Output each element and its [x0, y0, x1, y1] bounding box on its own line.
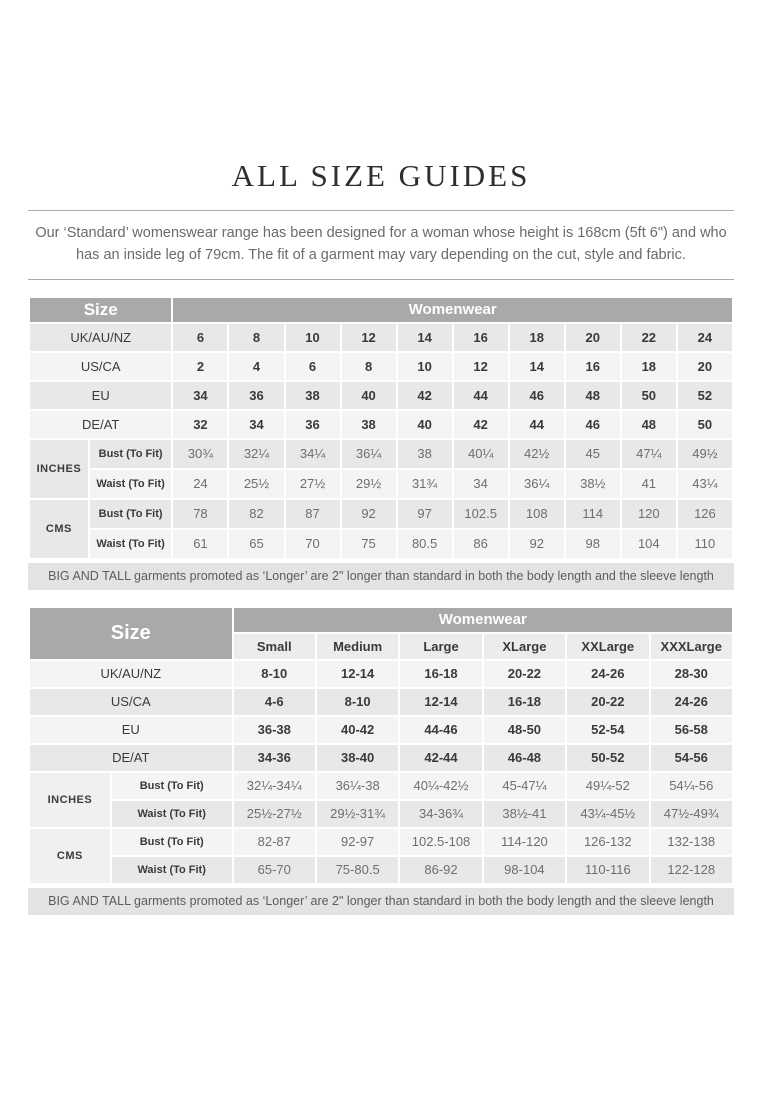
- intro-text: Our ‘Standard’ womenswear range has been designed for a woman whose height is 168cm (5ft 6") and who has an inside leg of 79cm. The fit of a garment may vary depending on the cut, style and fabric.: [35, 225, 727, 264]
- size-header: Size: [30, 608, 232, 659]
- measure-cell: 43¼: [678, 470, 732, 498]
- measure-cell: 108: [510, 500, 564, 528]
- size-cell: 28-30: [651, 661, 733, 687]
- size-cell: 40: [342, 382, 396, 409]
- size-cell: 50: [678, 411, 732, 438]
- size-cell: 6: [173, 324, 227, 351]
- measure-cell: 24: [173, 470, 227, 498]
- measure-label: Waist (To Fit): [112, 801, 232, 827]
- measure-cell: 45-47¼: [484, 773, 565, 799]
- measure-cell: 40¼: [454, 440, 508, 468]
- measure-cell: 41: [622, 470, 676, 498]
- size-cell: 46-48: [484, 745, 565, 771]
- measure-cell: 82: [229, 500, 283, 528]
- measure-cell: 49¼-52: [567, 773, 648, 799]
- size-cell: 42: [454, 411, 508, 438]
- table-row-eu: [30, 382, 732, 409]
- size-cell: 42-44: [400, 745, 481, 771]
- measure-cell: 110: [678, 530, 732, 558]
- measure-cell: 40¼-42½: [400, 773, 481, 799]
- size-cell: 2: [173, 353, 227, 380]
- fit-header-large: Large: [400, 634, 481, 659]
- unit-label-cms: CMS: [30, 829, 110, 883]
- size-cell: 16: [454, 324, 508, 351]
- divider-bottom: [28, 279, 734, 280]
- measure-cell: 97: [398, 500, 452, 528]
- table-row-usca: [30, 353, 732, 380]
- measure-cell: 32¼: [229, 440, 283, 468]
- measure-cell: 98: [566, 530, 620, 558]
- size-cell: 38-40: [317, 745, 398, 771]
- size-cell: 36: [286, 411, 340, 438]
- measure-cell: 49½: [678, 440, 732, 468]
- table-row-waist-cms: [30, 857, 732, 883]
- measure-cell: 27½: [286, 470, 340, 498]
- size-cell: 36: [229, 382, 283, 409]
- size-cell: 22: [622, 324, 676, 351]
- measure-cell: 65-70: [234, 857, 315, 883]
- table-row-usca: [30, 689, 732, 715]
- measure-cell: 98-104: [484, 857, 565, 883]
- measure-cell: 25½: [229, 470, 283, 498]
- size-cell: 8: [342, 353, 396, 380]
- size-cell: 56-58: [651, 717, 733, 743]
- size-header: Size: [30, 298, 171, 322]
- measure-cell: 31¾: [398, 470, 452, 498]
- size-cell: 50-52: [567, 745, 648, 771]
- measure-cell: 75-80.5: [317, 857, 398, 883]
- measure-cell: 29½: [342, 470, 396, 498]
- measure-cell: 82-87: [234, 829, 315, 855]
- row-label: EU: [30, 717, 232, 743]
- measure-cell: 70: [286, 530, 340, 558]
- table-row-waist-inches: [30, 470, 732, 498]
- measure-cell: 29½-31¾: [317, 801, 398, 827]
- size-cell: 12-14: [400, 689, 481, 715]
- table-row-deat: [30, 411, 732, 438]
- measure-cell: 38½: [566, 470, 620, 498]
- row-label: US/CA: [30, 689, 232, 715]
- measure-cell: 114-120: [484, 829, 565, 855]
- size-cell: 8-10: [317, 689, 398, 715]
- measure-cell: 61: [173, 530, 227, 558]
- size-cell: 16-18: [400, 661, 481, 687]
- fit-header-xxxlarge: XXXLarge: [651, 634, 733, 659]
- big-tall-note: BIG AND TALL garments promoted as ‘Longer’ are 2" longer than standard in both the body length and the sleeve length: [28, 888, 734, 915]
- fit-header-medium: Medium: [317, 634, 398, 659]
- size-cell: 20-22: [567, 689, 648, 715]
- size-cell: 40: [398, 411, 452, 438]
- size-cell: 34: [229, 411, 283, 438]
- size-cell: 52: [678, 382, 732, 409]
- size-cell: 38: [286, 382, 340, 409]
- size-cell: 34: [173, 382, 227, 409]
- size-cell: 8: [229, 324, 283, 351]
- measure-label: Bust (To Fit): [90, 440, 172, 468]
- measure-label: Bust (To Fit): [112, 773, 232, 799]
- size-cell: 52-54: [567, 717, 648, 743]
- size-cell: 42: [398, 382, 452, 409]
- measure-cell: 104: [622, 530, 676, 558]
- size-cell: 44: [454, 382, 508, 409]
- table-row-ukaunz: [30, 324, 732, 351]
- measure-cell: 38: [398, 440, 452, 468]
- measure-cell: 86: [454, 530, 508, 558]
- measure-cell: 75: [342, 530, 396, 558]
- measure-label: Waist (To Fit): [90, 530, 172, 558]
- measure-cell: 47½-49¾: [651, 801, 733, 827]
- measure-cell: 122-128: [651, 857, 733, 883]
- size-cell: 20: [566, 324, 620, 351]
- unit-label-inches: INCHES: [30, 773, 110, 827]
- size-cell: 24-26: [567, 661, 648, 687]
- table-row-eu: [30, 717, 732, 743]
- row-label: UK/AU/NZ: [30, 661, 232, 687]
- size-cell: 48: [566, 382, 620, 409]
- unit-label-cms: CMS: [30, 500, 88, 558]
- measure-cell: 34¼: [286, 440, 340, 468]
- table-row-ukaunz: [30, 661, 732, 687]
- womenwear-header: Womenwear: [234, 608, 732, 632]
- measure-cell: 30¾: [173, 440, 227, 468]
- size-cell: 16: [566, 353, 620, 380]
- size-cell: 4: [229, 353, 283, 380]
- fit-header-small: Small: [234, 634, 315, 659]
- table-row-waist-inches: [30, 801, 732, 827]
- measure-cell: 102.5: [454, 500, 508, 528]
- measure-cell: 34: [454, 470, 508, 498]
- measure-cell: 45: [566, 440, 620, 468]
- womenwear-header: Womenwear: [173, 298, 732, 322]
- measure-label: Waist (To Fit): [90, 470, 172, 498]
- measure-cell: 110-116: [567, 857, 648, 883]
- measure-cell: 65: [229, 530, 283, 558]
- page-title: ALL SIZE GUIDES: [231, 158, 531, 193]
- size-cell: 36-38: [234, 717, 315, 743]
- size-cell: 8-10: [234, 661, 315, 687]
- size-guide-page: [28, 0, 734, 915]
- table-header-row: [30, 608, 732, 632]
- measure-label: Bust (To Fit): [90, 500, 172, 528]
- table-row-deat: [30, 745, 732, 771]
- measure-cell: 92: [342, 500, 396, 528]
- fit-header-xlarge: XLarge: [484, 634, 565, 659]
- measure-cell: 36¼: [510, 470, 564, 498]
- table-row-waist-cms: [30, 530, 732, 558]
- size-cell: 24-26: [651, 689, 733, 715]
- measure-cell: 42½: [510, 440, 564, 468]
- measure-cell: 120: [622, 500, 676, 528]
- measure-cell: 34-36¾: [400, 801, 481, 827]
- table-row-bust-inches: [30, 773, 732, 799]
- size-cell: 54-56: [651, 745, 733, 771]
- measure-label: Waist (To Fit): [112, 857, 232, 883]
- size-cell: 44-46: [400, 717, 481, 743]
- size-cell: 12: [342, 324, 396, 351]
- measure-cell: 126-132: [567, 829, 648, 855]
- size-cell: 20-22: [484, 661, 565, 687]
- size-cell: 14: [510, 353, 564, 380]
- measure-cell: 54¼-56: [651, 773, 733, 799]
- size-cell: 18: [622, 353, 676, 380]
- size-cell: 16-18: [484, 689, 565, 715]
- size-cell: 20: [678, 353, 732, 380]
- measure-cell: 36¼-38: [317, 773, 398, 799]
- measure-cell: 92: [510, 530, 564, 558]
- size-table-numeric: [28, 296, 734, 560]
- size-cell: 50: [622, 382, 676, 409]
- size-cell: 6: [286, 353, 340, 380]
- size-table-named: [28, 606, 734, 885]
- measure-cell: 92-97: [317, 829, 398, 855]
- measure-cell: 78: [173, 500, 227, 528]
- fit-header-xxlarge: XXLarge: [567, 634, 648, 659]
- size-cell: 14: [398, 324, 452, 351]
- row-label: UK/AU/NZ: [30, 324, 171, 351]
- size-cell: 46: [510, 382, 564, 409]
- size-cell: 34-36: [234, 745, 315, 771]
- measure-cell: 114: [566, 500, 620, 528]
- measure-cell: 86-92: [400, 857, 481, 883]
- size-cell: 44: [510, 411, 564, 438]
- measure-cell: 32¼-34¼: [234, 773, 315, 799]
- size-cell: 24: [678, 324, 732, 351]
- measure-cell: 25½-27½: [234, 801, 315, 827]
- measure-cell: 36¼: [342, 440, 396, 468]
- measure-cell: 43¼-45½: [567, 801, 648, 827]
- table-row-bust-cms: [30, 829, 732, 855]
- size-cell: 48-50: [484, 717, 565, 743]
- size-cell: 38: [342, 411, 396, 438]
- size-cell: 40-42: [317, 717, 398, 743]
- measure-cell: 126: [678, 500, 732, 528]
- row-label: DE/AT: [30, 745, 232, 771]
- size-cell: 48: [622, 411, 676, 438]
- row-label: EU: [30, 382, 171, 409]
- measure-cell: 38½-41: [484, 801, 565, 827]
- measure-cell: 87: [286, 500, 340, 528]
- measure-label: Bust (To Fit): [112, 829, 232, 855]
- measure-cell: 132-138: [651, 829, 733, 855]
- measure-cell: 47¼: [622, 440, 676, 468]
- table-header-row: [30, 298, 732, 322]
- size-cell: 4-6: [234, 689, 315, 715]
- size-cell: 12: [454, 353, 508, 380]
- row-label: US/CA: [30, 353, 171, 380]
- measure-cell: 80.5: [398, 530, 452, 558]
- size-cell: 32: [173, 411, 227, 438]
- size-cell: 46: [566, 411, 620, 438]
- row-label: DE/AT: [30, 411, 171, 438]
- size-cell: 10: [398, 353, 452, 380]
- table-row-bust-inches: [30, 440, 732, 468]
- size-cell: 12-14: [317, 661, 398, 687]
- table-row-bust-cms: [30, 500, 732, 528]
- big-tall-note: BIG AND TALL garments promoted as ‘Longer’ are 2" longer than standard in both the body length and the sleeve length: [28, 563, 734, 590]
- measure-cell: 102.5-108: [400, 829, 481, 855]
- size-cell: 10: [286, 324, 340, 351]
- size-cell: 18: [510, 324, 564, 351]
- unit-label-inches: INCHES: [30, 440, 88, 498]
